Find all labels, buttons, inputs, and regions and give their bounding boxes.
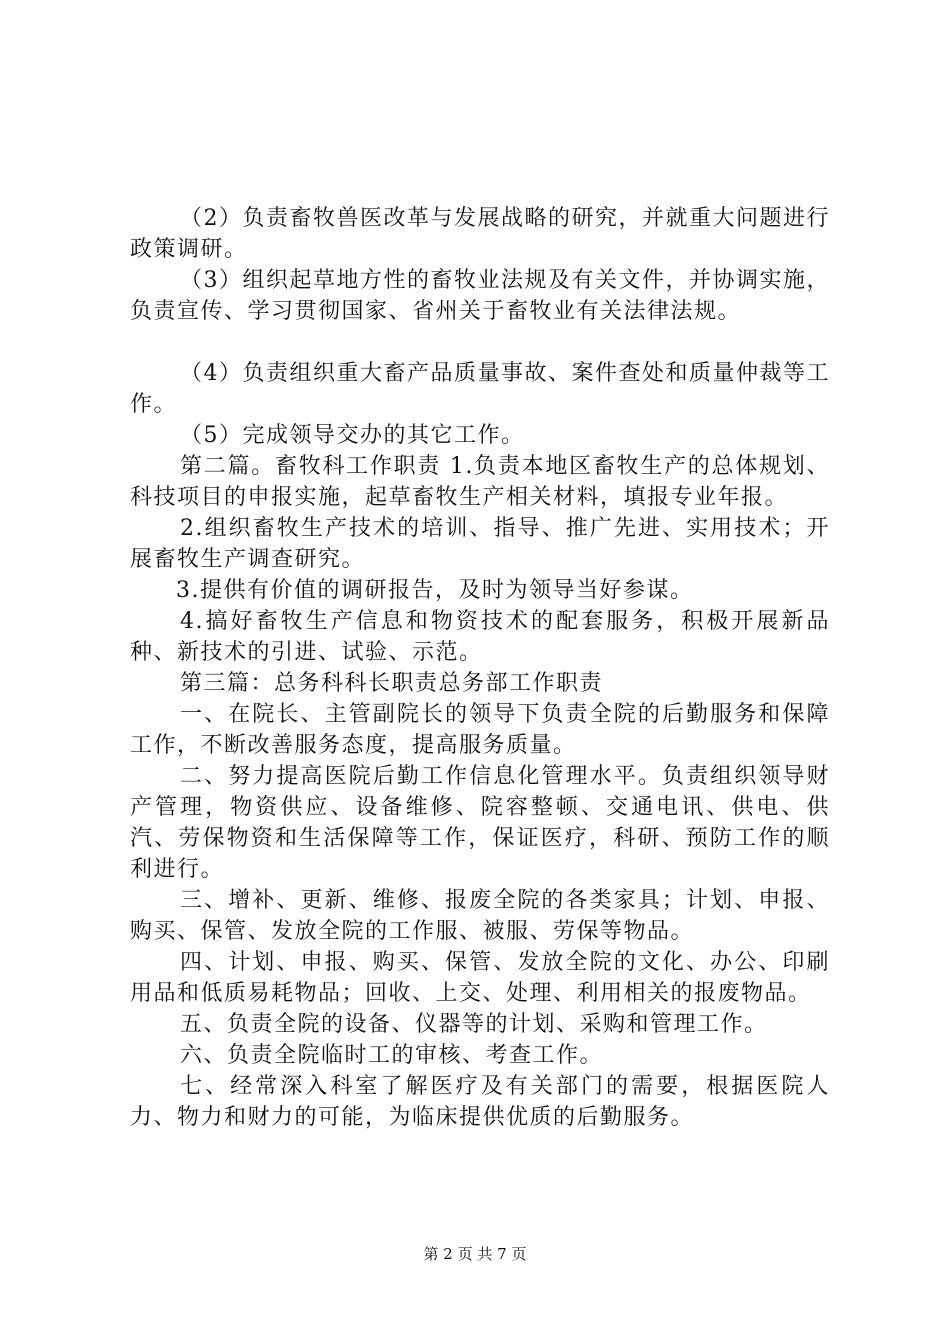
paragraph-item-4: （4）负责组织重大畜产品质量事故、案件查处和质量仲裁等工作。 bbox=[130, 361, 830, 417]
paragraph-duty-seven: 七、经常深入科室了解医疗及有关部门的需要，根据医院人力、物力和财力的可能，为临床提供优质的后勤服务。 bbox=[130, 1074, 830, 1130]
paragraph-duty-two: 二、努力提高医院后勤工作信息化管理水平。负责组织领导财产管理，物资供应、设备维修、院容整顿、交通电讯、供电、供汽、劳保物资和生活保障等工作，保证医疗，科研、预防工作的顺利进行。 bbox=[130, 764, 830, 882]
paragraph-duty-four: 四、计划、申报、购买、保管、发放全院的文化、办公、印刷用品和低质易耗物品；回收、上交、处理、利用相关的报废物品。 bbox=[130, 950, 830, 1006]
paragraph-duty-six: 六、负责全院临时工的审核、考查工作。 bbox=[180, 1043, 604, 1068]
section-heading-part-3: 第三篇：总务科科长职责总务部工作职责 bbox=[180, 671, 604, 696]
paragraph-duty-one: 一、在院长、主管副院长的领导下负责全院的后勤服务和保障工作，不断改善服务态度，提高服务质量。 bbox=[130, 702, 830, 758]
paragraph-duty-3: 3.提供有价值的调研报告，及时为领导当好参谋。 bbox=[176, 578, 694, 603]
paragraph-item-5: （5）完成领导交办的其它工作。 bbox=[180, 423, 525, 448]
paragraph-item-2: （2）负责畜牧兽医改革与发展战略的研究，并就重大问题进行政策调研。 bbox=[130, 206, 830, 262]
document-body bbox=[130, 203, 830, 1133]
paragraph-duty-three: 三、增补、更新、维修、报废全院的各类家具；计划、申报、购买、保管、发放全院的工作服、被服、劳保等物品。 bbox=[130, 888, 830, 944]
page-number-footer: 第 2 页 共 7 页 bbox=[423, 1245, 527, 1263]
paragraph-duty-2: 2.组织畜牧生产技术的培训、指导、推广先进、实用技术；开展畜牧生产调查研究。 bbox=[130, 516, 830, 572]
paragraph-item-3: （3）组织起草地方性的畜牧业法规及有关文件，并协调实施，负责宣传、学习贯彻国家、省州关于畜牧业有关法律法规。 bbox=[130, 268, 830, 324]
paragraph-duty-five: 五、负责全院的设备、仪器等的计划、采购和管理工作。 bbox=[180, 1012, 768, 1037]
section-heading-part-2: 第二篇。畜牧科工作职责 1.负责本地区畜牧生产的总体规划、科技项目的申报实施，起草畜牧生产相关材料，填报专业年报。 bbox=[130, 454, 830, 510]
paragraph-duty-4: 4.搞好畜牧生产信息和物资技术的配套服务，积极开展新品种、新技术的引进、试验、示范。 bbox=[130, 609, 830, 665]
